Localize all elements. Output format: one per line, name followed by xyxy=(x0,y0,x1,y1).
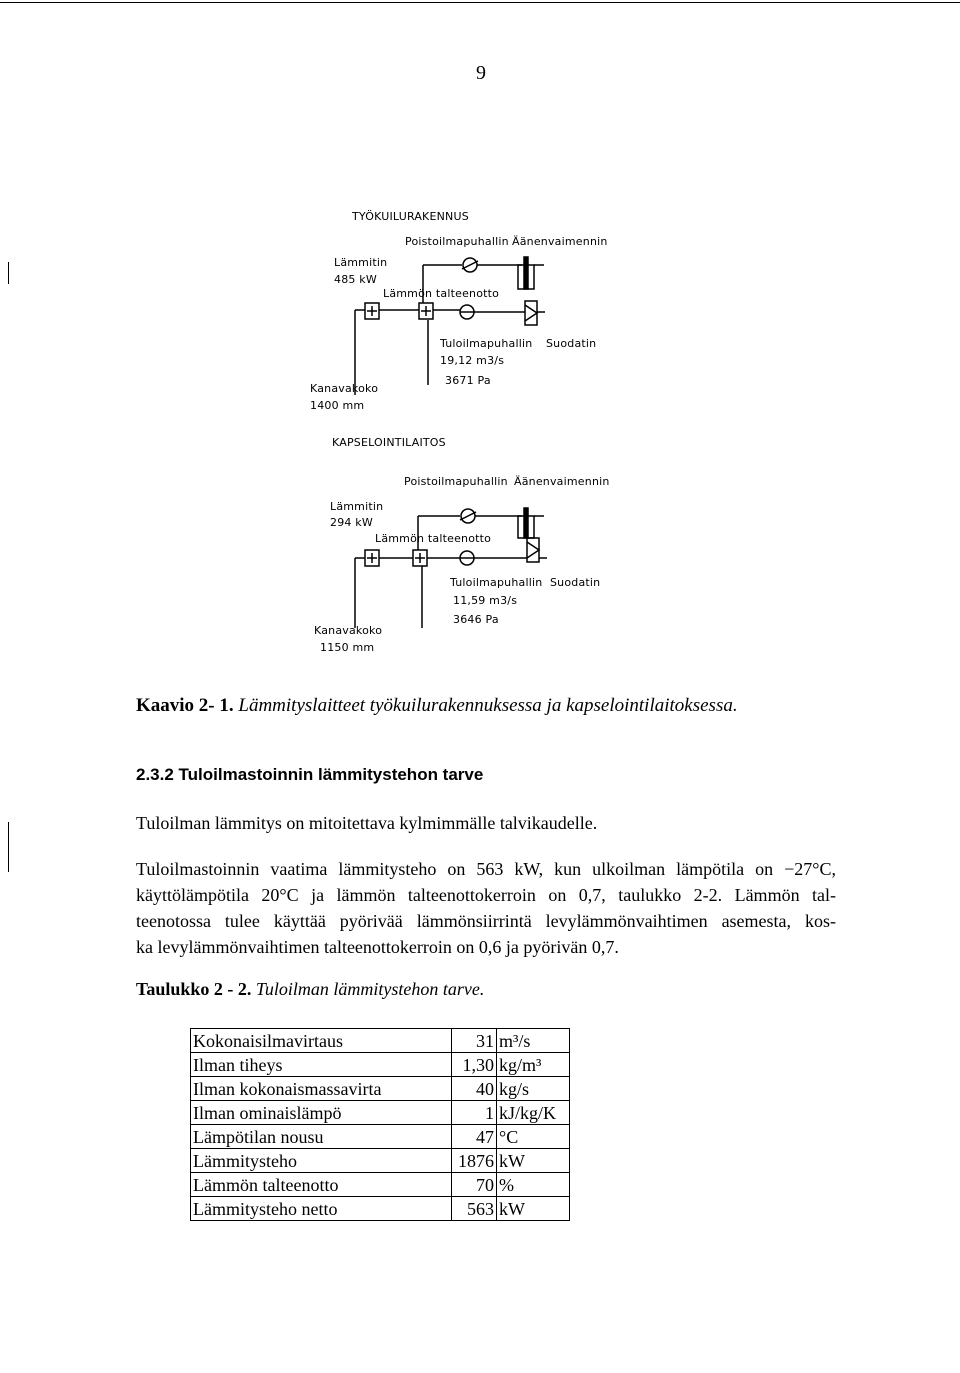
table-row xyxy=(191,1029,570,1053)
figure-caption-label: Kaavio 2- 1. xyxy=(136,695,234,716)
heat-recovery-label: Lämmön talteenotto xyxy=(375,532,492,545)
heater-power: 485 kW xyxy=(334,273,377,286)
paragraph-line: Tuloilmastoinnin vaatima lämmitysteho on 563 kW, kun ulkoilman lämpötila on −27°C, xyxy=(136,859,836,879)
heater-power: 294 kW xyxy=(330,516,373,529)
row-name: Ilman tiheys xyxy=(191,1053,452,1077)
row-name: Ilman ominaislämpö xyxy=(191,1101,452,1125)
pressure-value: 3646 Pa xyxy=(453,613,499,626)
diagram-title: TYÖKUILURAKENNUS xyxy=(352,210,469,223)
paragraph xyxy=(136,856,836,960)
row-name: Lämmön talteenotto xyxy=(191,1173,452,1197)
table-row xyxy=(191,1053,570,1077)
filter-label: Suodatin xyxy=(546,337,597,350)
diagram-tyokuilurakennus xyxy=(300,195,630,420)
row-unit: kJ/kg/K xyxy=(497,1101,570,1125)
paragraph: Tuloilman lämmitys on mitoitettava kylmimmälle talvikaudelle. xyxy=(136,813,598,833)
row-unit: kg/m³ xyxy=(497,1053,570,1077)
filter-icon xyxy=(525,301,537,325)
flow-value: 19,12 m3/s xyxy=(440,354,505,367)
row-name: Ilman kokonaismassavirta xyxy=(191,1077,452,1101)
silencer-label: Äänenvaimennin xyxy=(512,235,608,248)
row-value: 563 xyxy=(452,1197,497,1221)
filter-label: Suodatin xyxy=(550,576,601,589)
row-name: Lämmitysteho netto xyxy=(191,1197,452,1221)
paragraph-line: ka levylämmönvaihtimen talteenottokerroin on 0,6 ja pyörivän 0,7. xyxy=(136,937,619,957)
supply-fan-label: Tuloilmapuhallin xyxy=(440,337,533,350)
duct-size: 1150 mm xyxy=(320,641,375,654)
filter-icon xyxy=(527,538,539,562)
scan-edge-line xyxy=(0,2,960,3)
exhaust-fan-label: Poistoilmapuhallin xyxy=(405,235,509,248)
row-value: 40 xyxy=(452,1077,497,1101)
duct-label: Kanavakoko xyxy=(314,624,383,637)
row-unit: m³/s xyxy=(497,1029,570,1053)
table-caption xyxy=(136,979,484,1000)
row-value: 70 xyxy=(452,1173,497,1197)
table-caption-text: Tuloilman lämmitystehon tarve. xyxy=(255,979,485,999)
silencer-label: Äänenvaimennin xyxy=(514,475,610,488)
row-unit: kW xyxy=(497,1149,570,1173)
table-row xyxy=(191,1197,570,1221)
margin-mark xyxy=(8,822,9,872)
row-value: 1 xyxy=(452,1101,497,1125)
row-unit: % xyxy=(497,1173,570,1197)
row-value: 1,30 xyxy=(452,1053,497,1077)
heating-power-table xyxy=(190,1028,570,1221)
figure-caption-text: Lämmityslaitteet työkuilurakennuksessa ja kapselointilaitoksessa. xyxy=(238,695,738,716)
row-unit: kW xyxy=(497,1197,570,1221)
row-value: 31 xyxy=(452,1029,497,1053)
table-caption-label: Taulukko 2 - 2. xyxy=(136,979,252,999)
diagram-kapselointilaitos xyxy=(300,428,630,658)
table-row xyxy=(191,1149,570,1173)
heat-recovery-label: Lämmön talteenotto xyxy=(383,287,500,300)
row-unit: kg/s xyxy=(497,1077,570,1101)
exhaust-fan-label: Poistoilmapuhallin xyxy=(404,475,508,488)
row-unit: °C xyxy=(497,1125,570,1149)
table-row xyxy=(191,1125,570,1149)
row-value: 1876 xyxy=(452,1149,497,1173)
duct-label: Kanavakoko xyxy=(310,382,379,395)
paragraph-line: käyttölämpötila 20°C ja lämmön talteenottokerroin on 0,7, taulukko 2-2. Lämmön tal- xyxy=(136,885,836,905)
section-heading: 2.3.2 Tuloilmastoinnin lämmitystehon tarve xyxy=(136,765,484,784)
table-row xyxy=(191,1173,570,1197)
table-row xyxy=(191,1101,570,1125)
heater-label: Lämmitin xyxy=(330,500,384,513)
paragraph-line: teenotossa tulee käyttää pyörivää lämmönsiirrintä levylämmönvaihtimen asemesta, kos- xyxy=(136,911,836,931)
row-name: Lämpötilan nousu xyxy=(191,1125,452,1149)
diagram-title: KAPSELOINTILAITOS xyxy=(332,436,446,449)
page-number: 9 xyxy=(476,62,486,84)
row-name: Lämmitysteho xyxy=(191,1149,452,1173)
row-value: 47 xyxy=(452,1125,497,1149)
flow-value: 11,59 m3/s xyxy=(453,594,518,607)
heater-label: Lämmitin xyxy=(334,256,388,269)
pressure-value: 3671 Pa xyxy=(445,374,491,387)
row-name: Kokonaisilmavirtaus xyxy=(191,1029,452,1053)
margin-mark xyxy=(8,262,9,284)
table-row xyxy=(191,1077,570,1101)
supply-fan-label: Tuloilmapuhallin xyxy=(450,576,543,589)
figure-caption xyxy=(136,695,738,717)
duct-size: 1400 mm xyxy=(310,399,365,412)
